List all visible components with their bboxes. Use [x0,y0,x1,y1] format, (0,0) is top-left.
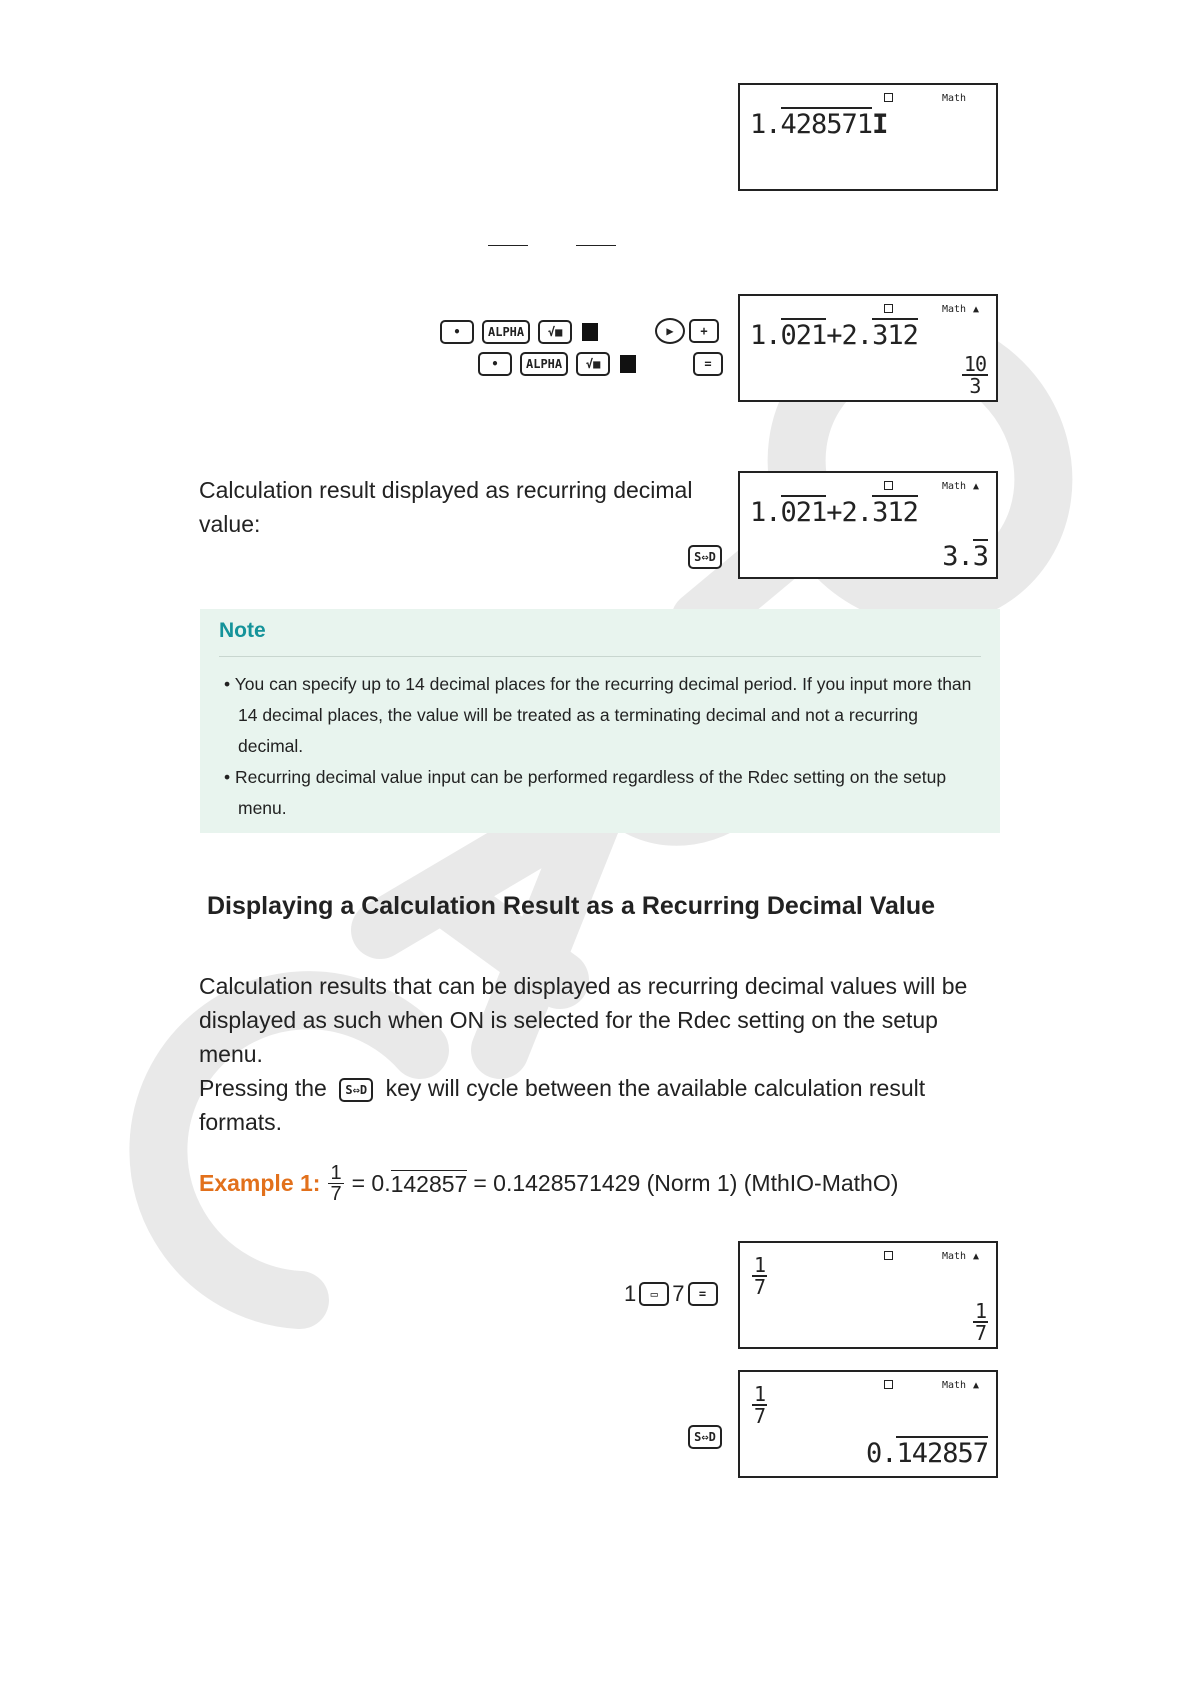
s-indicator-icon [884,1251,893,1260]
example-label: Example 1: [199,1170,321,1196]
blank-underline-1 [488,245,528,246]
alpha-key[interactable]: ALPHA [482,320,530,344]
up-arrow-icon: ▲ [973,1380,980,1391]
sd-key-row [688,1425,722,1449]
fraction-key[interactable]: ▭ [639,1282,669,1306]
example-key-sequence [624,1281,718,1307]
screen-result: 3.3 [942,541,988,572]
cursor-icon: I [872,109,888,140]
s-indicator-icon [884,93,893,102]
alpha-key[interactable]: ALPHA [520,352,568,376]
plus-key[interactable]: + [689,319,719,343]
math-indicator: Math [942,304,967,315]
up-arrow-icon: ▲ [973,481,980,492]
example-fraction: $\frac{1}{7}$ [330,1162,342,1205]
screen-line-1: 1.428571I [750,109,888,140]
key-sequence-row-1b [655,318,719,344]
dot-key[interactable]: • [440,320,474,344]
filled-square-icon [580,320,600,344]
equals-key[interactable]: = [688,1282,718,1306]
digit-7-key[interactable]: 7 [672,1281,685,1306]
equals-key[interactable]: = [693,352,723,376]
note-item: • Recurring decimal value input can be performed regardless of the Rdec setting on the setup menu. [224,767,947,818]
screen-input-fraction: $\frac{1}{7}$ [754,1253,766,1299]
screen-expression: 1.021+2.312 [750,320,918,351]
sd-key-row [688,545,722,569]
key-sequence-row-2b [693,352,723,376]
note-divider [219,656,981,657]
sqrt-key[interactable]: √■ [538,320,572,344]
example-1: Example 1: $\frac{1}{7}$ = 0. 142857 = 0.1428571429 (Norm 1) (MthIO-MathO) [199,1162,899,1205]
calculator-screen-1 [738,83,998,191]
screen-result-fraction: $\frac{1}{7}$ [974,1299,986,1345]
right-arrow-key[interactable]: ▶ [655,318,685,344]
sqrt-key[interactable]: √■ [576,352,610,376]
recurring-caption: Calculation result displayed as recurring decimal value: [199,477,693,537]
s-indicator-icon [884,1380,893,1389]
note-item: • You can specify up to 14 decimal places for the recurring decimal period. If you input more than 14 decimal places, the value will be treated as a terminating decimal and not a recurring decimal. [224,674,972,756]
dot-key[interactable]: • [478,352,512,376]
note-list [224,669,984,824]
paragraph-2: Pressing the S⇔D key will cycle between the available calculation result formats. [199,1075,926,1135]
note-title: Note [219,619,266,642]
screen-expression: 1.021+2.312 [750,497,918,528]
calculator-screen-2 [738,294,998,402]
screen-result-fraction: $\frac{10}{3}$ [963,352,986,398]
up-arrow-icon: ▲ [973,304,980,315]
math-indicator: Math [942,1380,967,1391]
calculator-screen-4 [738,1241,998,1349]
filled-square-icon [618,352,638,376]
sd-key[interactable]: S⇔D [688,545,722,569]
section-heading: Displaying a Calculation Result as a Recurring Decimal Value [207,892,936,920]
s-indicator-icon [884,481,893,490]
digit-1-key[interactable]: 1 [624,1281,637,1306]
sd-key[interactable]: S⇔D [688,1425,722,1449]
math-indicator: Math [942,481,967,492]
key-sequence-row-2 [478,352,638,376]
screen-result: 0.142857 [865,1438,988,1469]
sd-key[interactable]: S⇔D [339,1078,373,1102]
math-indicator: Math [942,1251,967,1262]
s-indicator-icon [884,304,893,313]
calculator-screen-5 [738,1370,998,1478]
calculator-screen-3 [738,471,998,579]
math-indicator: Math [942,93,967,104]
note-box [200,609,1000,833]
up-arrow-icon: ▲ [973,1251,980,1262]
blank-underline-2 [576,245,616,246]
screen-input-fraction: $\frac{1}{7}$ [754,1382,766,1428]
paragraph-1: Calculation results that can be displayed as recurring decimal values will be displayed as such when ON is selected for the Rdec setting on the setup menu. [199,973,968,1067]
key-sequence-row-1 [440,320,600,344]
